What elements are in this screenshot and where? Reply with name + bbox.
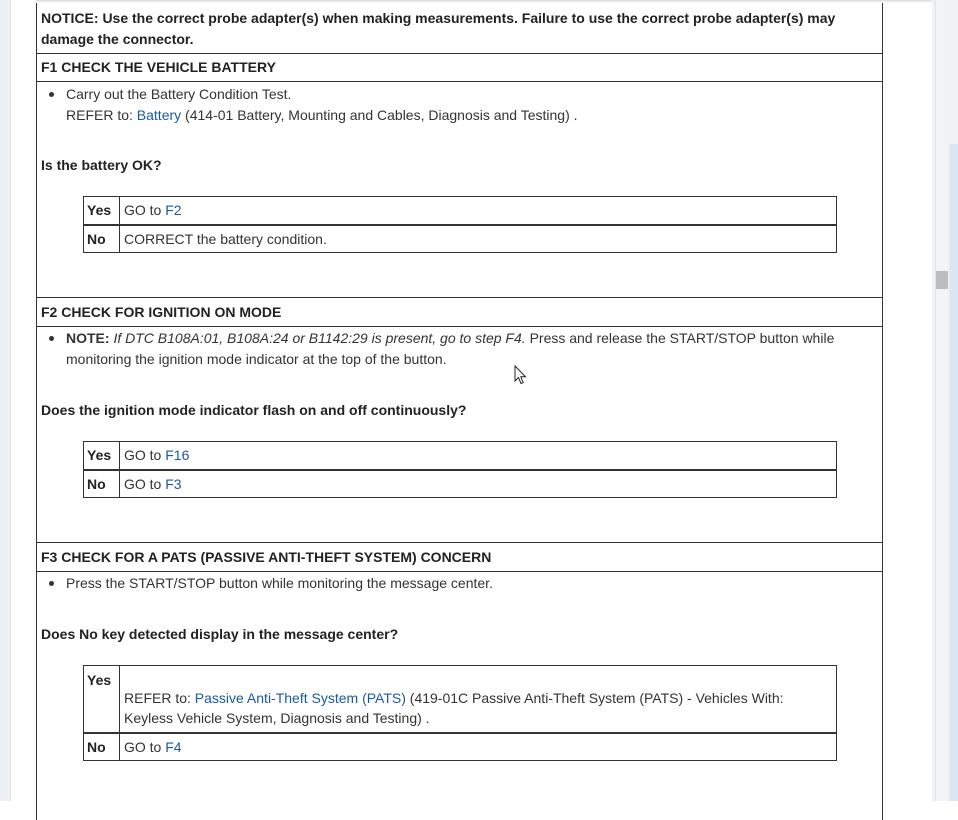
goto-f3-link[interactable]: F3 (165, 475, 182, 492)
instruction-text: Press the START/STOP button while monitoring the message center. (66, 575, 493, 591)
goto-f4-link[interactable]: F4 (165, 738, 182, 755)
refer-details: (419-01C Passive Anti-Theft System (PATS) - Vehicles With: Keyless Vehicle System, Diagnosis and Testing) . (124, 689, 784, 726)
goto-f16-link[interactable]: F16 (165, 447, 190, 464)
step-f3-question: Does No key detected display in the message center? (41, 626, 399, 642)
note-text: If DTC B108A:01, B108A:24 or B1142:29 is present, go to step F4. (113, 330, 526, 346)
step-f3-header (37, 542, 882, 572)
diagnostic-procedure (36, 0, 883, 820)
answer-row-no (84, 470, 837, 498)
answer-label: Yes (84, 442, 120, 470)
action-prefix: REFER to: (124, 689, 191, 706)
answer-row-no (84, 733, 837, 761)
step-f1-answer-table (83, 196, 837, 253)
refer-prefix: REFER to: (66, 107, 133, 123)
toolbar-shadow (36, 0, 932, 3)
answer-action (120, 197, 837, 225)
answer-action (120, 470, 837, 498)
refer-details: (414-01 Battery, Mounting and Cables, Diagnosis and Testing) . (185, 107, 578, 123)
answer-row-yes (84, 197, 837, 225)
window-edge (949, 144, 958, 801)
bullet-icon (49, 92, 54, 97)
step-f3-answer-table (83, 665, 837, 761)
answer-row-no (84, 225, 837, 253)
action-prefix: GO to (124, 447, 162, 464)
battery-link[interactable]: Battery (136, 107, 182, 123)
step-f1-title: F1 CHECK THE VEHICLE BATTERY (41, 59, 276, 75)
action-prefix: GO to (124, 738, 162, 755)
step-f2-question: Does the ignition mode indicator flash on and off continuously? (41, 402, 467, 418)
step-f2-title: F2 CHECK FOR IGNITION ON MODE (41, 304, 282, 320)
step-f2-header (37, 297, 882, 327)
step-f2-answer-table (83, 441, 837, 498)
answer-action (120, 733, 837, 761)
step-f3-title: F3 CHECK FOR A PATS (PASSIVE ANTI-THEFT SYSTEM) CONCERN (41, 549, 492, 565)
bullet-icon (49, 336, 54, 341)
instruction-text: Press and release the START/STOP button while monitoring the ignition mode indicator at the top of the button. (66, 330, 835, 367)
answer-label: Yes (84, 666, 120, 733)
instruction-text: Carry out the Battery Condition Test. (66, 86, 292, 102)
scrollbar-thumb[interactable] (936, 271, 948, 289)
answer-label: Yes (84, 197, 120, 225)
bullet-icon (49, 581, 54, 586)
step-f1-header (37, 53, 882, 82)
step-f1-question: Is the battery OK? (41, 157, 162, 173)
page-margin (882, 0, 932, 801)
goto-f2-link[interactable]: F2 (165, 202, 182, 219)
action-prefix: GO to (124, 475, 162, 492)
window-left-frame (0, 0, 11, 801)
answer-label: No (84, 733, 120, 761)
answer-label: No (84, 470, 120, 498)
vertical-scrollbar[interactable] (935, 0, 950, 801)
answer-row-yes (84, 442, 837, 470)
note-label: NOTE: (66, 330, 110, 346)
answer-action (120, 442, 837, 470)
mouse-cursor-icon (514, 365, 528, 385)
answer-action (120, 666, 837, 733)
answer-action: CORRECT the battery condition. (120, 225, 837, 253)
answer-row-yes (84, 666, 837, 733)
answer-label: No (84, 225, 120, 253)
notice-box (37, 0, 882, 54)
action-prefix: GO to (124, 202, 162, 219)
pats-link[interactable]: Passive Anti-Theft System (PATS) (194, 689, 406, 706)
notice-text: NOTICE: Use the correct probe adapter(s) when making measurements. Failure to use the correct probe adapter(s) may damage the connector. (41, 10, 836, 47)
